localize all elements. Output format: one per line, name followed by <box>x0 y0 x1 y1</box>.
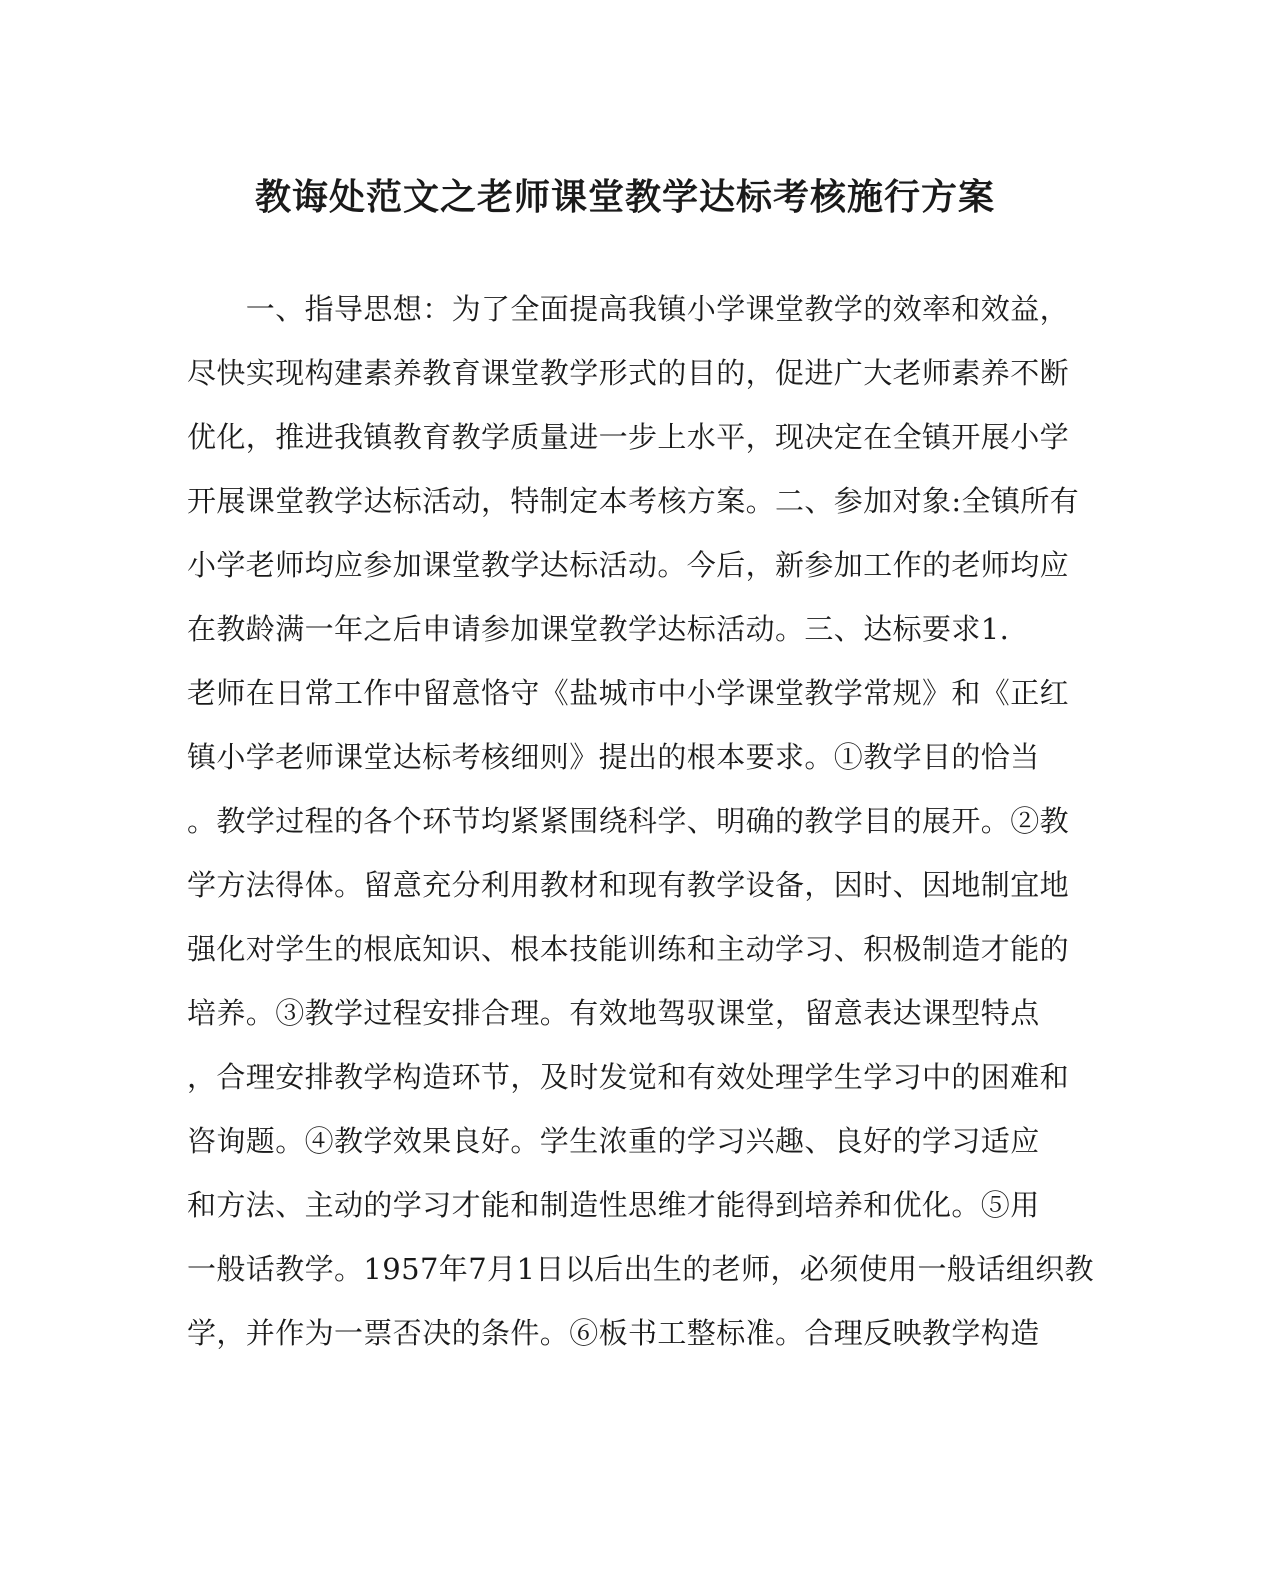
body-line: 培养。③教学过程安排合理。有效地驾驭课堂，留意表达课型特点 <box>187 996 1040 1030</box>
body-line: 。教学过程的各个环节均紧紧围绕科学、明确的教学目的展开。②教 <box>187 804 1070 838</box>
body-line: 学，并作为一票否决的条件。⑥板书工整标准。合理反映教学构造 <box>187 1316 1040 1350</box>
body-line: 尽快实现构建素养教育课堂教学形式的目的，促进广大老师素养不断 <box>187 356 1070 390</box>
body-line: 一、指导思想：为了全面提高我镇小学课堂教学的效率和效益， <box>187 292 1070 326</box>
body-line: ，合理安排教学构造环节，及时发觉和有效处理学生学习中的困难和 <box>187 1060 1070 1094</box>
body-line: 镇小学老师课堂达标考核细则》提出的根本要求。①教学目的恰当 <box>187 740 1040 774</box>
body-line: 老师在日常工作中留意恪守《盐城市中小学课堂教学常规》和《正红 <box>187 676 1070 710</box>
body-line: 开展课堂教学达标活动，特制定本考核方案。二、参加对象:全镇所有 <box>187 484 1080 518</box>
document-title: 教诲处范文之老师课堂教学达标考核施行方案 <box>254 176 995 218</box>
body-line: 在教龄满一年之后申请参加课堂教学达标活动。三、达标要求1. <box>187 612 1010 646</box>
body-line: 一般话教学。1957年7月1日以后出生的老师，必须使用一般话组织教 <box>187 1252 1094 1286</box>
body-line: 学方法得体。留意充分利用教材和现有教学设备，因时、因地制宜地 <box>187 868 1070 902</box>
body-line: 咨询题。④教学效果良好。学生浓重的学习兴趣、良好的学习适应 <box>187 1124 1040 1158</box>
body-line: 优化，推进我镇教育教学质量进一步上水平，现决定在全镇开展小学 <box>187 420 1070 454</box>
body-line: 强化对学生的根底知识、根本技能训练和主动学习、积极制造才能的 <box>187 932 1070 966</box>
body-line: 小学老师均应参加课堂教学达标活动。今后，新参加工作的老师均应 <box>187 548 1070 582</box>
body-line: 和方法、主动的学习才能和制造性思维才能得到培养和优化。⑤用 <box>187 1188 1040 1222</box>
